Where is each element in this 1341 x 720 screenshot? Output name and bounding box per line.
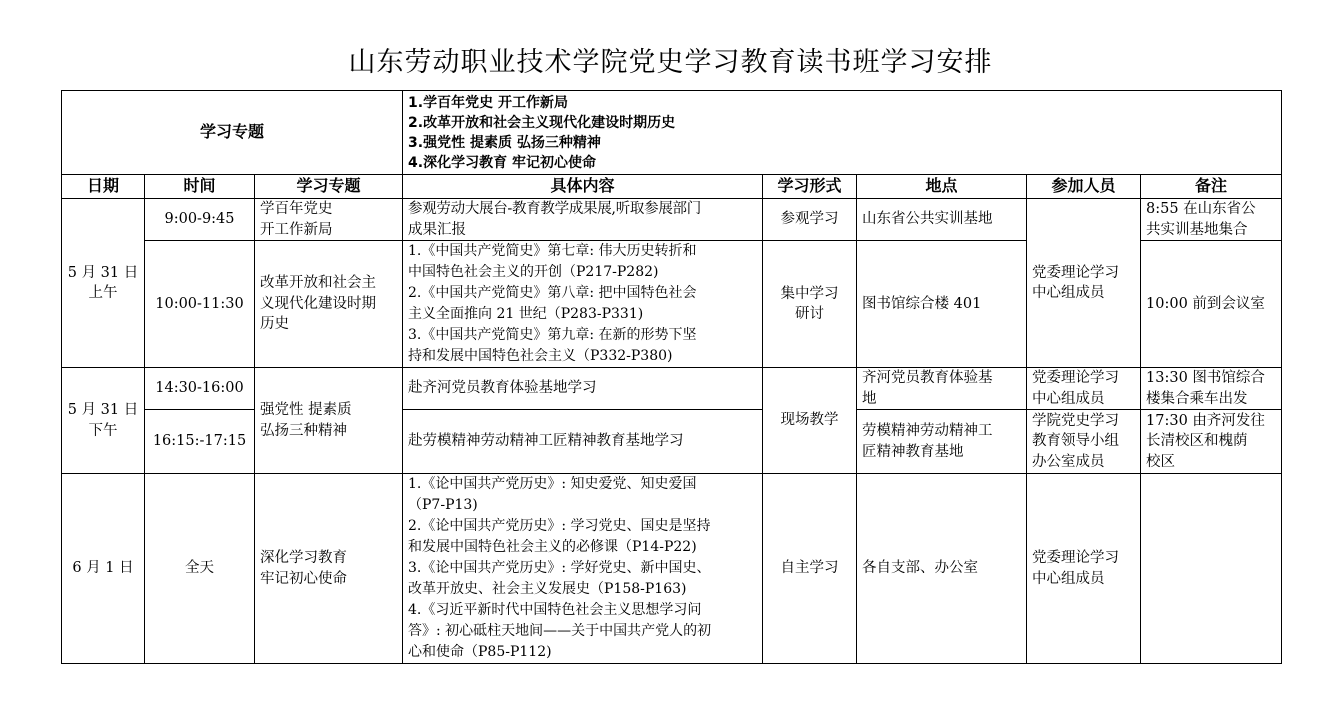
- date-cell: 5 月 31 日 下午: [62, 368, 145, 474]
- date-cell: 6 月 1 日: [62, 474, 145, 664]
- people-cell: 党委理论学习 中心组成员: [1027, 474, 1141, 664]
- column-header-form: 学习形式: [763, 175, 857, 199]
- content-cell: 赴齐河党员教育体验基地学习: [403, 368, 763, 410]
- topic-summary-row: [62, 91, 1282, 175]
- column-header-topic: 学习专题: [255, 175, 403, 199]
- column-header-date: 日期: [62, 175, 145, 199]
- content-cell: 赴劳模精神劳动精神工匠精神教育基地学习: [403, 410, 763, 474]
- place-cell: 山东省公共实训基地: [857, 199, 1027, 241]
- column-header-row: [62, 175, 1282, 199]
- note-cell: 13:30 图书馆综合 楼集合乘车出发: [1141, 368, 1282, 410]
- column-header-note: 备注: [1141, 175, 1282, 199]
- topic-summary-label: 学习专题: [62, 91, 403, 175]
- column-header-people: 参加人员: [1027, 175, 1141, 199]
- topic-summary-item: 3.强党性 提素质 弘扬三种精神: [408, 134, 601, 151]
- note-cell: 8:55 在山东省公 共实训基地集合: [1141, 199, 1282, 241]
- time-cell: 10:00-11:30: [145, 241, 255, 368]
- form-cell: 现场教学: [763, 368, 857, 474]
- place-cell: 劳模精神劳动精神工 匠精神教育基地: [857, 410, 1027, 474]
- table-row: [62, 199, 1282, 241]
- form-cell: 参观学习: [763, 199, 857, 241]
- place-cell: 齐河党员教育体验基 地: [857, 368, 1027, 410]
- people-cell: 党委理论学习 中心组成员: [1027, 368, 1141, 410]
- time-cell: 14:30-16:00: [145, 368, 255, 410]
- content-cell: 1.《中国共产党简史》第七章: 伟大历史转折和 中国特色社会主义的开创（P217-P282) 2.《中国共产党简史》第八章: 把中国特色社会 主义全面推向 21 世纪（P283-P331) 3.《中国共产党简史》第九章: 在新的形势下坚 持和发展中国特色社会主义（P332-P380): [403, 241, 763, 368]
- form-cell: 自主学习: [763, 474, 857, 664]
- time-cell: 全天: [145, 474, 255, 664]
- note-cell: [1141, 474, 1282, 664]
- content-cell: 参观劳动大展台-教育教学成果展,听取参展部门 成果汇报: [403, 199, 763, 241]
- content-cell: 1.《论中国共产党历史》: 知史爱党、知史爱国 （P7-P13) 2.《论中国共产党历史》: 学习党史、国史是坚持 和发展中国特色社会主义的必修课（P14-P22) 3.《论中国共产党历史》: 学好党史、新中国史、 改革开放史、社会主义发展史（P158-P163) 4.《习近平新时代中国特色社会主义思想学习问 答》: 初心砥柱天地间——关于中国共产党人的初 心和使命（P85-P112): [403, 474, 763, 664]
- topic-cell: 强党性 提素质 弘扬三种精神: [255, 368, 403, 474]
- table-row: [62, 410, 1282, 474]
- time-cell: 9:00-9:45: [145, 199, 255, 241]
- schedule-table: [61, 90, 1282, 664]
- topic-summary-item: 1.学百年党史 开工作新局: [408, 94, 568, 111]
- place-cell: 图书馆综合楼 401: [857, 241, 1027, 368]
- topic-cell: 学百年党史 开工作新局: [255, 199, 403, 241]
- topic-cell: 深化学习教育 牢记初心使命: [255, 474, 403, 664]
- topic-summary-item: 4.深化学习教育 牢记初心使命: [408, 154, 596, 171]
- column-header-place: 地点: [857, 175, 1027, 199]
- topic-summary-item: 2.改革开放和社会主义现代化建设时期历史: [408, 114, 676, 131]
- date-cell: 5 月 31 日 上午: [62, 199, 145, 368]
- table-row: [62, 474, 1282, 664]
- column-header-content: 具体内容: [403, 175, 763, 199]
- note-cell: 10:00 前到会议室: [1141, 241, 1282, 368]
- people-cell: 党委理论学习 中心组成员: [1027, 199, 1141, 368]
- page-title: 山东劳动职业技术学院党史学习教育读书班学习安排: [348, 47, 993, 78]
- column-header-time: 时间: [145, 175, 255, 199]
- form-cell: 集中学习 研讨: [763, 241, 857, 368]
- topic-summary-list: [403, 91, 1282, 175]
- topic-cell: 改革开放和社会主 义现代化建设时期 历史: [255, 241, 403, 368]
- people-cell: 学院党史学习 教育领导小组 办公室成员: [1027, 410, 1141, 474]
- note-cell: 17:30 由齐河发往 长清校区和槐荫 校区: [1141, 410, 1282, 474]
- place-cell: 各自支部、办公室: [857, 474, 1027, 664]
- table-row: [62, 368, 1282, 410]
- time-cell: 16:15:-17:15: [145, 410, 255, 474]
